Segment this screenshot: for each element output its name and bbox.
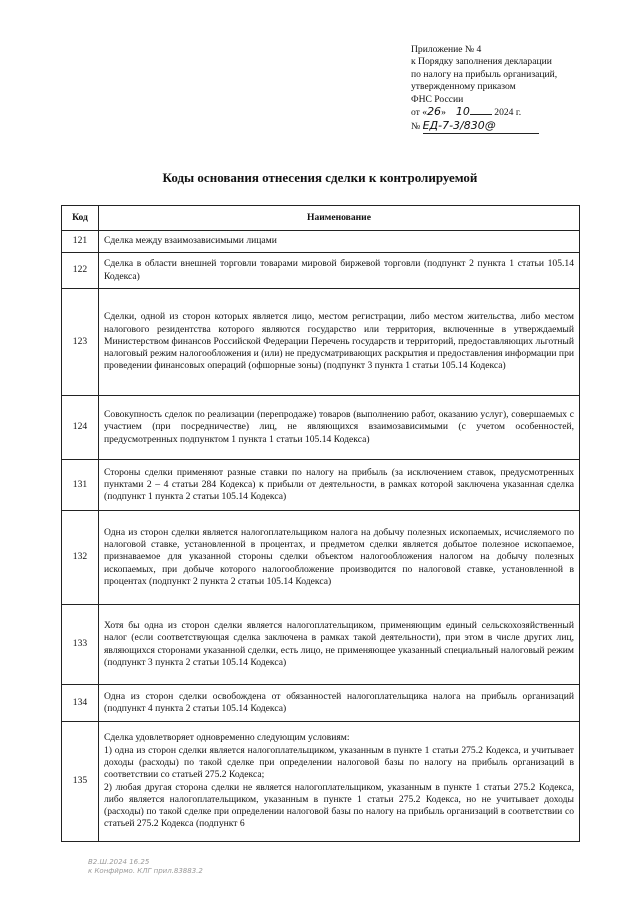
- row-text: Сделка в области внешней торговли товарами мировой биржевой торговли (подпункт 2 пункта 1 статьи 105.14 Кодекса): [99, 253, 580, 289]
- table-row: [62, 511, 580, 605]
- table-row: [62, 685, 580, 722]
- header-date: [411, 106, 636, 119]
- row-text: Хотя бы одна из сторон сделки является налогоплательщиком, применяющим единый сельскохозяйственный налог (если соответствующая сделка заключена в рамках такой деятельности), при этом в числе других лиц, являющихся сторонами указанной сделки, есть лицо, не применяющее указанный специальный налоговый режим (подпункт 3 пункта 2 статьи 105.14 Кодекса): [99, 605, 580, 685]
- table-row: [62, 396, 580, 460]
- header-appendix: Приложение № 4: [411, 44, 482, 55]
- header-line-4: утвержденному приказом: [411, 81, 516, 93]
- row-code: 134: [62, 685, 99, 722]
- row-text-line: Сделка удовлетворяет одновременно следующим условиям:: [104, 732, 350, 744]
- row-text: Сделки, одной из сторон которых является лицо, местом регистрации, либо местом жительства, либо местом налогового резидентства которого являются государство или территория, включенные в утверждаемый Министерством финансов Российской Федерации Перечень государств и территорий, предоставляющих льготный налоговый режим налогообложения и (или) не предусматривающих раскрытия и предоставления информации при проведении финансовых операций (офшорные зоны) (подпункт 3 пункта 1 статьи 105.14 Кодекса): [99, 289, 580, 396]
- row-code: 133: [62, 605, 99, 685]
- date-prefix: от «: [411, 107, 428, 119]
- row-text: Одна из сторон сделки освобождена от обязанностей налогоплательщика налога на прибыль организаций (подпункт 4 пункта 2 статьи 105.14 Кодекса): [99, 685, 580, 722]
- footer-line-2: к Конфйрмо. КЛГ прил.83883.2: [88, 867, 203, 875]
- header-line-2: к Порядку заполнения декларации: [411, 56, 552, 68]
- header-line-3: по налогу на прибыль организаций,: [411, 68, 558, 80]
- number-value: ЕД-7-3/830@: [423, 120, 539, 133]
- row-code: 123: [62, 289, 99, 396]
- table-row: [62, 289, 580, 396]
- date-day: 26: [427, 105, 442, 119]
- row-text: Сделка между взаимозависимыми лицами: [99, 231, 580, 253]
- table-row: [62, 722, 580, 842]
- date-mid: »: [441, 107, 446, 119]
- date-month: 10: [455, 105, 470, 119]
- codes-table: [61, 205, 580, 842]
- page-title: Коды основания отнесения сделки к контролируемой: [162, 170, 478, 185]
- date-year: 2024 г.: [494, 107, 522, 119]
- row-text: Одна из сторон сделки является налогоплательщиком налога на добычу полезных ископаемых, исчисляемого по налоговой ставке, установленной в процентах, и предметом сделки является добытое полезное ископаемое, признаваемое для указанной стороны сделки объектом налогообложения налогом на добычу полезных ископаемых, при добыче которого налогообложение производится по налоговой ставке, установленной в процентах (подпункт 2 пункта 2 статьи 105.14 Кодекса): [99, 511, 580, 605]
- row-text: Стороны сделки применяют разные ставки по налогу на прибыль (за исключением ставок, предусмотренных пунктами 2 – 4 статьи 284 Кодекса) к прибыли от деятельности, в рамках которой заключена указанная сделка (подпункт 1 пункта 2 статьи 105.14 Кодекса): [99, 460, 580, 511]
- table-row: [62, 231, 580, 253]
- document-header: [411, 44, 636, 134]
- header-code: Код: [62, 206, 99, 231]
- footer-line-1: В2.Ш.2024 16.25: [88, 858, 150, 866]
- row-code: 131: [62, 460, 99, 511]
- header-line-5: ФНС России: [411, 93, 464, 105]
- number-prefix: №: [411, 121, 421, 133]
- document-footer: [88, 858, 203, 876]
- table-row: [62, 605, 580, 685]
- row-code: 122: [62, 253, 99, 289]
- table-header-row: [62, 206, 580, 231]
- row-text: Совокупность сделок по реализации (перепродаже) товаров (выполнению работ, оказанию услуг), совершаемых с участием (при посредничестве) лиц, не являющихся взаимозависимыми (с учетом особенностей, предусмотренных подпунктом 1 пункта 1 статьи 105.14 Кодекса): [99, 396, 580, 460]
- row-code: 132: [62, 511, 99, 605]
- row-text: [99, 722, 580, 842]
- table-row: [62, 253, 580, 289]
- header-name: Наименование: [99, 206, 580, 231]
- row-code: 121: [62, 231, 99, 253]
- row-code: 135: [62, 722, 99, 842]
- header-number: [411, 120, 636, 133]
- table-row: [62, 460, 580, 511]
- row-code: 124: [62, 396, 99, 460]
- row-text-line: 2) любая другая сторона сделки не является налогоплательщиком, указанным в пункте 1 статьи 275.2 Кодекса, либо является налогоплательщиком, указанным в пункте 1 статьи 275.2 Кодекса, но не учитывает доходы (расходы) по такой сделке при определении налоговой базы по налогу на прибыль организаций в соответствии со статьей 275.2 Кодекса (подпункт 6: [104, 781, 574, 830]
- row-text-line: 1) одна из сторон сделки является налогоплательщиком, указанным в пункте 1 статьи 275.2 Кодекса, и учитывает доходы (расходы) по такой сделке при определении налоговой базы по налогу на прибыль организаций в соответствии со статьей 275.2 Кодекса;: [104, 744, 574, 781]
